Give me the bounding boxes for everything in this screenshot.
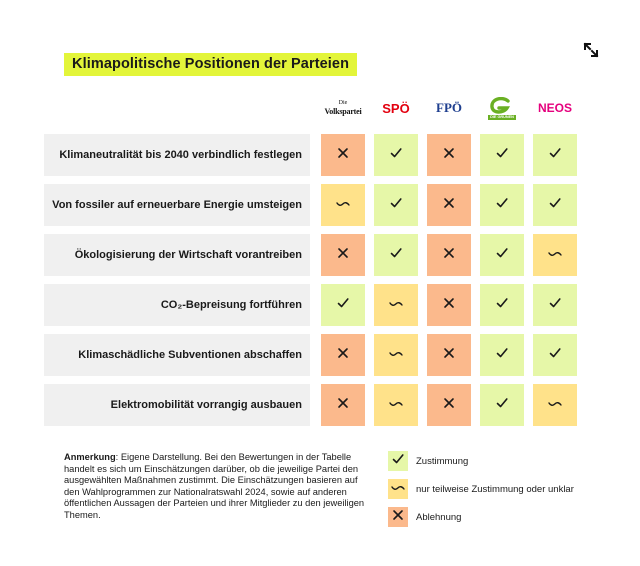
row-label: Von fossiler auf erneuerbare Energie umsteigen [44, 184, 310, 226]
rating-cell [321, 234, 365, 276]
check-icon [548, 296, 562, 315]
tilde-icon [388, 296, 404, 314]
rating-cell [533, 384, 577, 426]
legend-item-yes [388, 451, 628, 471]
cross-icon [392, 508, 404, 526]
cross-icon [443, 296, 455, 314]
page-title: Klimapolitische Positionen der Parteien [64, 53, 357, 76]
cross-icon [337, 146, 349, 164]
row-label: Ökologisierung der Wirtschaft vorantreiben [44, 234, 310, 276]
rating-cell [374, 234, 418, 276]
party-logo-oevp: Die Volkspartei [324, 100, 362, 116]
table-row [44, 184, 576, 226]
tilde-icon [388, 396, 404, 414]
check-icon [391, 452, 405, 471]
rating-cell [480, 284, 524, 326]
legend-swatch [388, 479, 408, 499]
rating-cell [321, 284, 365, 326]
cross-icon [337, 246, 349, 264]
tilde-icon [335, 196, 351, 214]
rating-cell [321, 334, 365, 376]
rating-cell [427, 134, 471, 176]
check-icon [548, 146, 562, 165]
check-icon [495, 346, 509, 365]
tilde-icon [547, 396, 563, 414]
legend-label: Ablehnung [416, 511, 462, 523]
rating-cell [374, 284, 418, 326]
expand-arrows-icon[interactable] [582, 41, 600, 59]
rating-cell [427, 184, 471, 226]
table-row [44, 384, 576, 426]
tilde-icon [388, 346, 404, 364]
party-logo-spoe: SPÖ [382, 100, 410, 116]
legend-label: nur teilweise Zustimmung oder unklar [416, 483, 574, 495]
cross-icon [443, 346, 455, 364]
rating-cell [427, 334, 471, 376]
party-logo-fpoe: FPÖ [436, 100, 462, 115]
cross-icon [443, 396, 455, 414]
check-icon [495, 396, 509, 415]
check-icon [389, 146, 403, 165]
rating-cell [480, 134, 524, 176]
rating-cell [533, 334, 577, 376]
rating-cell [480, 384, 524, 426]
rating-cell [427, 284, 471, 326]
rating-cell [480, 234, 524, 276]
table-row [44, 334, 576, 376]
party-logo-neos: NEOS [537, 101, 572, 115]
check-icon [548, 196, 562, 215]
table-row [44, 234, 576, 276]
rating-cell [533, 184, 577, 226]
check-icon [495, 296, 509, 315]
rating-cell [374, 384, 418, 426]
legend-item-partial [388, 479, 628, 499]
rating-cell [374, 334, 418, 376]
rating-cell [533, 284, 577, 326]
rating-cell [321, 134, 365, 176]
rating-cell [480, 334, 524, 376]
row-label: Klimaneutralität bis 2040 verbindlich festlegen [44, 134, 310, 176]
check-icon [389, 196, 403, 215]
rating-cell [374, 184, 418, 226]
rating-cell [533, 234, 577, 276]
party-logo-gruene: DIE GRÜNEN [480, 93, 524, 123]
note: Anmerkung: Eigene Darstellung. Bei den Bewertungen in der Tabelle handelt es sich um Einschätzungen darüber, ob die jeweilige Partei den ausgewählten Maßnahmen zustimmt. Die Einschätzungen basieren auf den Wahlprogrammen zur Nationalratswahl 2024, sowie auf anderen öffentlichen Aussagen der Parteien und ihrer Mitglieder zu den jeweiligen Themen. [64, 452, 365, 520]
table-row [44, 134, 576, 176]
check-icon [495, 246, 509, 265]
cross-icon [337, 396, 349, 414]
check-icon [495, 146, 509, 165]
cross-icon [443, 246, 455, 264]
rating-cell [427, 234, 471, 276]
legend-item-no [388, 507, 628, 527]
check-icon [548, 346, 562, 365]
row-label: Elektromobilität vorrangig ausbauen [44, 384, 310, 426]
legend-swatch [388, 451, 408, 471]
rating-cell [321, 184, 365, 226]
table-row [44, 284, 576, 326]
cross-icon [443, 146, 455, 164]
check-icon [336, 296, 350, 315]
row-label: Klimaschädliche Subventionen abschaffen [44, 334, 310, 376]
cross-icon [443, 196, 455, 214]
rating-cell [533, 134, 577, 176]
tilde-icon [390, 480, 406, 498]
rating-cell [427, 384, 471, 426]
gruene-logo-icon [487, 97, 517, 115]
rating-cell [374, 134, 418, 176]
check-icon [495, 196, 509, 215]
legend-label: Zustimmung [416, 455, 469, 467]
check-icon [389, 246, 403, 265]
tilde-icon [547, 246, 563, 264]
rating-cell [480, 184, 524, 226]
row-label: CO₂-Bepreisung fortführen [44, 284, 310, 326]
cross-icon [337, 346, 349, 364]
legend-swatch [388, 507, 408, 527]
rating-cell [321, 384, 365, 426]
